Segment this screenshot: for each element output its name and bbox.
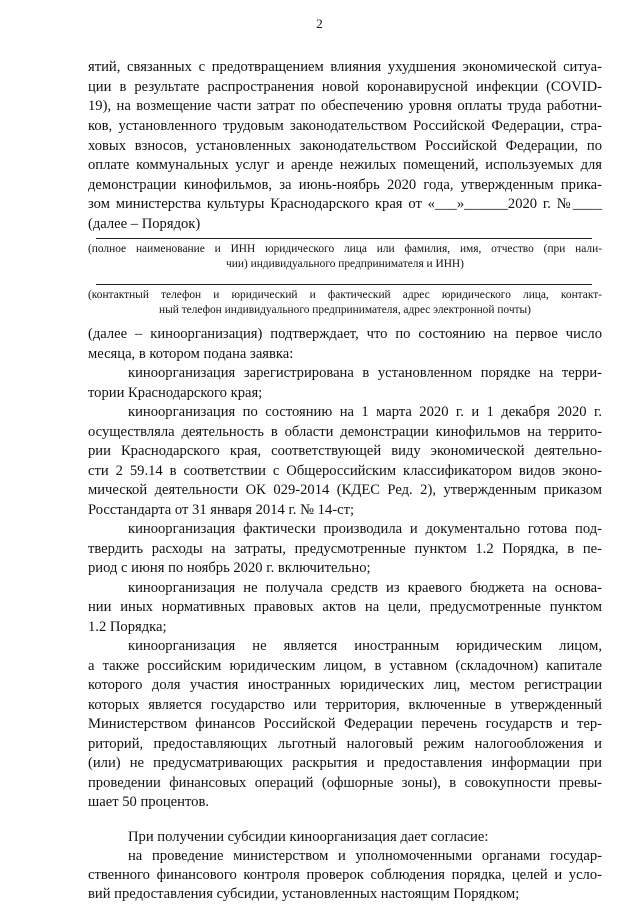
- top-paragraph-line: ков, установленного трудовым законодательством Российской Федерации, стра-: [88, 118, 602, 134]
- field-caption-line: ный телефон индивидуального предпринимателя, адрес электронной почты): [159, 304, 531, 316]
- top-paragraph-line: (далее – Порядок): [88, 216, 201, 232]
- body-line: риторий, предоставляющих льготный налоговый режим налогообложения и: [88, 736, 602, 752]
- top-paragraph-line: ховых взносов, установленных законодательством Российской Федерации, по: [88, 138, 602, 154]
- body-line: шает 50 процентов.: [88, 794, 209, 810]
- body-line: которых является государство или территория, включенные в утвержденный: [88, 697, 602, 713]
- body-line: (далее – киноорганизация) подтверждает, что по состоянию на первое число: [88, 326, 602, 342]
- fill-in-line: [96, 238, 592, 239]
- consent-line: на проведение министерством и уполномоченными органами государ-: [128, 848, 602, 864]
- consent-line: вий предоставления субсидии, установленных настоящим Порядком;: [88, 886, 520, 902]
- body-line: киноорганизация не получала средств из краевого бюджета на основа-: [128, 580, 602, 596]
- consent-line: При получении субсидии киноорганизация дает согласие:: [128, 829, 489, 845]
- body-line: рии Краснодарского края, соответствующей виду экономической деятельно-: [88, 443, 602, 459]
- body-line: а также российским юридическим лицом, в уставном (складочном) капитале: [88, 658, 602, 674]
- body-line: тории Краснодарского края;: [88, 385, 263, 401]
- top-paragraph-line: демонстрации кинофильмов, за июнь-ноябрь 2020 года, утвержденным прика-: [88, 177, 602, 193]
- body-line: месяца, в котором подана заявка:: [88, 346, 294, 362]
- body-line: (или) не предусматривающих раскрытия и предоставления информации при: [88, 755, 602, 771]
- body-line: Росстандарта от 31 января 2014 г. № 14-ст;: [88, 502, 355, 518]
- body-line: киноорганизация фактически производила и документально готова под-: [128, 521, 602, 537]
- body-line: нии иных нормативных правовых актов на цели, предусмотренные пунктом: [88, 599, 602, 615]
- field-caption-line: (контактный телефон и юридический и фактический адрес юридического лица, контакт-: [88, 289, 602, 301]
- top-paragraph-line: ятий, связанных с предотвращением влияния ухудшения экономической ситуа-: [88, 59, 602, 75]
- body-line: твердить расходы на затраты, предусмотренные пунктом 1.2 Порядка, в пе-: [88, 541, 602, 557]
- body-line: 1.2 Порядка;: [88, 619, 167, 635]
- fill-in-line: [96, 284, 592, 285]
- field-caption-line: чии) индивидуального предпринимателя и ИНН): [226, 258, 464, 270]
- body-line: киноорганизация по состоянию на 1 марта 2020 г. и 1 декабря 2020 г.: [128, 404, 602, 420]
- body-line: которого доля участия иностранных юридических лиц, местом регистрации: [88, 677, 602, 693]
- top-paragraph-line: ции в результате распространения новой коронавирусной инфекции (COVID-: [88, 79, 602, 95]
- field-caption-line: (полное наименование и ИНН юридического лица или фамилия, имя, отчество (при нали-: [88, 243, 602, 255]
- body-line: осуществляла деятельность в области демонстрации кинофильмов на террито-: [88, 424, 602, 440]
- body-line: Министерством финансов Российской Федерации перечень государств и тер-: [88, 716, 602, 732]
- body-line: киноорганизация зарегистрирована в установленном порядке на терри-: [128, 365, 602, 381]
- body-line: мической деятельности ОК 029-2014 (КДЕС Ред. 2), утвержденным приказом: [88, 482, 602, 498]
- body-line: сти 2 59.14 в соответствии с Общероссийским классификатором видов эконо-: [88, 463, 602, 479]
- page-number: 2: [316, 16, 323, 31]
- top-paragraph-line: 19), на возмещение части затрат по обеспечению уровня оплаты труда работни-: [88, 98, 602, 114]
- consent-line: ственного финансового контроля проверок соблюдения порядка, целей и усло-: [88, 867, 602, 883]
- body-line: проведении финансовых операций (офшорные зоны), в совокупности превы-: [88, 775, 602, 791]
- body-line: риод с июня по ноябрь 2020 г. включительно;: [88, 560, 371, 576]
- top-paragraph-line: зом министерства культуры Краснодарского края от «___»______2020 г. №____: [88, 196, 602, 212]
- body-line: киноорганизация не является иностранным юридическим лицом,: [128, 638, 602, 654]
- top-paragraph-line: оплате коммунальных услуг и аренде нежилых помещений, используемых для: [88, 157, 602, 173]
